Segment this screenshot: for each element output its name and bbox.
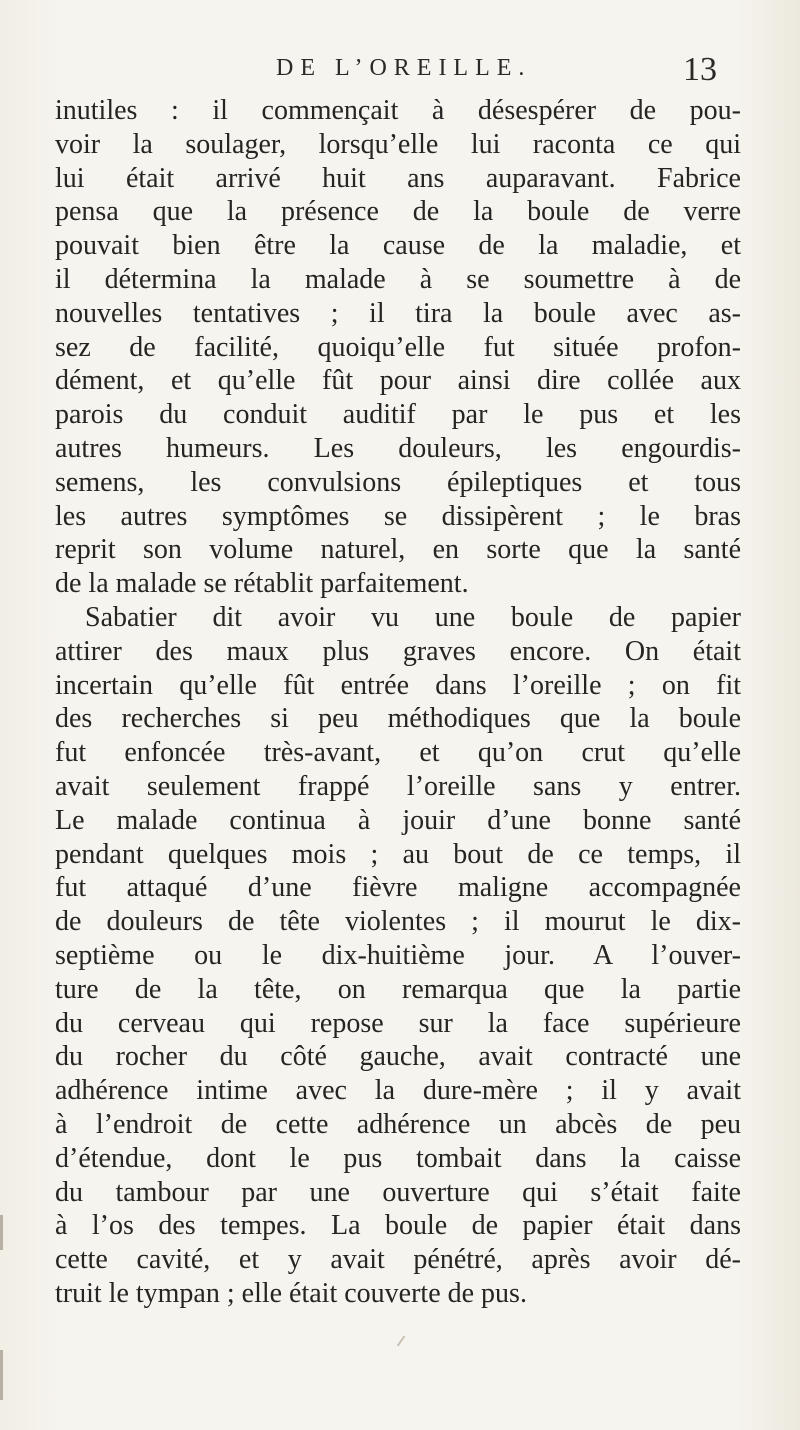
running-head: DE L’OREILLE.	[276, 55, 532, 81]
text-line: avait seulement frappé l’oreille sans y entrer.	[55, 770, 741, 802]
text-line: pendant quelques mois ; au bout de ce temps, il	[55, 838, 741, 870]
text-line: autres humeurs. Les douleurs, les engourdis-	[55, 432, 741, 464]
page-number: 13	[683, 51, 717, 88]
text-line: fut attaqué d’une fièvre maligne accompagnée	[55, 872, 741, 904]
paragraph-end-line: de la malade se rétablit parfaitement.	[55, 568, 469, 600]
text-line: de douleurs de tête violentes ; il mourut le dix-	[55, 906, 741, 938]
text-line: inutiles : il commençait à désespérer de pou-	[55, 95, 741, 126]
page-edge-mark	[0, 1215, 3, 1250]
text-line: pensa que la présence de la boule de verre	[55, 196, 741, 228]
body-text	[55, 94, 741, 1311]
text-line: voir la soulager, lorsqu’elle lui raconta ce qui	[55, 128, 741, 160]
text-line: sez de facilité, quoiqu’elle fut située profon-	[55, 331, 741, 363]
text-line: incertain qu’elle fût entrée dans l’oreille ; on fit	[55, 669, 741, 701]
text-line: parois du conduit auditif par le pus et les	[55, 399, 741, 431]
page-header	[0, 51, 800, 95]
text-line: des recherches si peu méthodiques que la boule	[55, 703, 741, 735]
page-edge-mark	[0, 1350, 3, 1400]
text-line: semens, les convulsions épileptiques et tous	[55, 466, 741, 498]
text-line: à l’os des tempes. La boule de papier était dans	[55, 1210, 741, 1242]
text-line: du tambour par une ouverture qui s’était faite	[55, 1176, 741, 1208]
text-line: cette cavité, et y avait pénétré, après avoir dé-	[55, 1244, 741, 1276]
text-line: nouvelles tentatives ; il tira la boule avec as-	[55, 297, 741, 329]
text-line: pouvait bien être la cause de la maladie, et	[55, 230, 741, 262]
text-line: dément, et qu’elle fût pour ainsi dire collée aux	[55, 365, 741, 397]
text-line: truit le tympan ; elle était couverte de pus.	[55, 1277, 527, 1309]
text-line: Le malade continua à jouir d’une bonne santé	[55, 804, 741, 836]
text-line: reprit son volume naturel, en sorte que la santé	[55, 534, 741, 566]
stray-mark	[397, 1336, 406, 1347]
text-line: adhérence intime avec la dure-mère ; il y avait	[55, 1075, 741, 1107]
text-line: du rocher du côté gauche, avait contracté une	[55, 1041, 741, 1073]
text-line: attirer des maux plus graves encore. On était	[55, 635, 741, 667]
text-line: du cerveau qui repose sur la face supérieure	[55, 1007, 741, 1039]
text-line: il détermina la malade à se soumettre à de	[55, 263, 741, 295]
text-line: lui était arrivé huit ans auparavant. Fabrice	[55, 162, 741, 194]
paragraph-start-line: Sabatier dit avoir vu une boule de papier	[85, 601, 741, 633]
text-line: les autres symptômes se dissipèrent ; le bras	[55, 500, 741, 532]
text-line: septième ou le dix-huitième jour. A l’ouver-	[55, 939, 741, 971]
text-line: à l’endroit de cette adhérence un abcès de peu	[55, 1108, 741, 1140]
text-line: ture de la tête, on remarqua que la partie	[55, 973, 741, 1005]
text-line: d’étendue, dont le pus tombait dans la caisse	[55, 1142, 741, 1174]
text-line: fut enfoncée très-avant, et qu’on crut qu’elle	[55, 737, 741, 769]
